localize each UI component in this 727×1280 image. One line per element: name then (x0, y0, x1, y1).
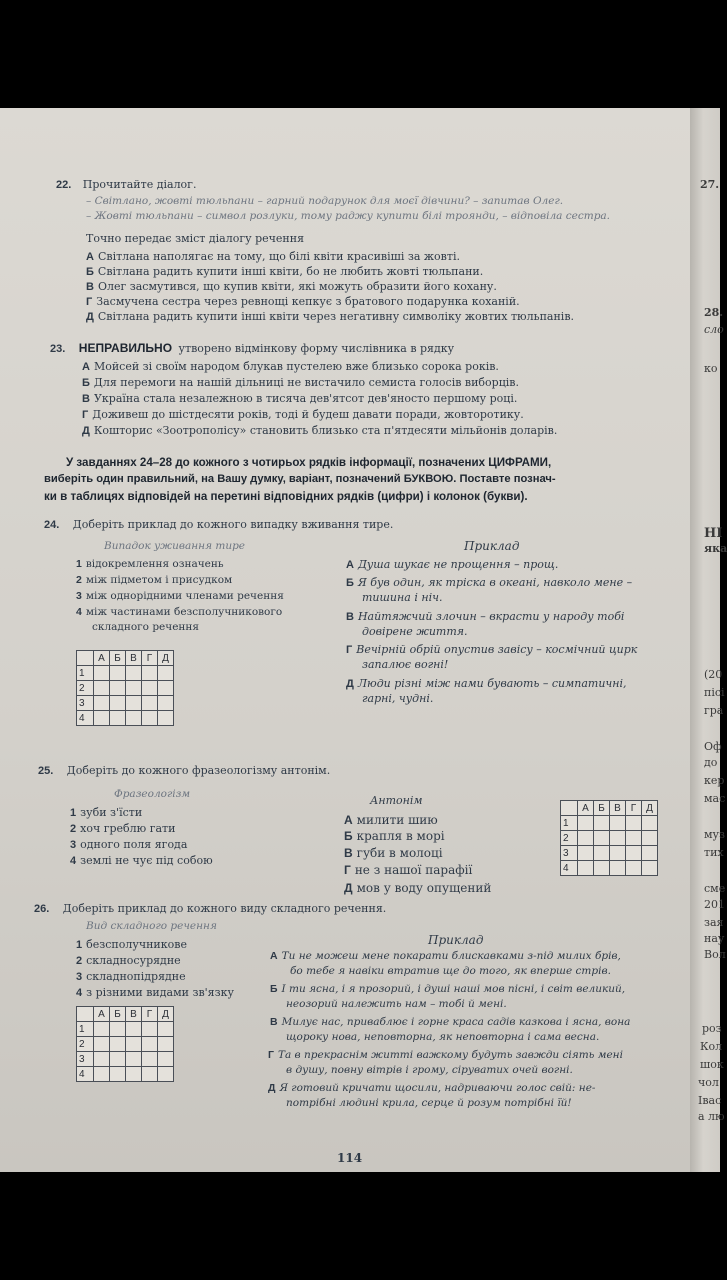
answer-cell[interactable] (110, 696, 126, 711)
item-text: зуби з'їсти (80, 806, 143, 819)
answer-cell[interactable] (110, 1022, 126, 1037)
option-letter: Г (82, 409, 89, 421)
item-text: між підметом і присудком (85, 574, 233, 586)
option-letter: Б (346, 577, 354, 589)
answer-cell[interactable] (642, 861, 658, 876)
question-prompt: Доберіть до кожного фразеологізму антонім. (66, 764, 331, 777)
table-row-header: 2 (77, 1037, 94, 1052)
option-text: Найтяжчий злочин – вкрасти у народу тобі (357, 610, 625, 623)
item-number: 2 (76, 574, 82, 586)
option-letter: Б (86, 266, 94, 278)
item-number: 3 (76, 971, 83, 983)
table-col-header: Г (142, 651, 158, 666)
option-continuation: запалює вогні! (362, 658, 449, 671)
edge-fragment: мас (704, 792, 726, 805)
list-item (70, 822, 175, 836)
answer-cell[interactable] (578, 861, 594, 876)
question-25-heading (38, 764, 330, 778)
option-text: крапля в морі (356, 829, 445, 843)
dialog-line: – Світлано, жовті тюльпани – гарний подарунок для моєї дівчини? – запитав Олег. (86, 195, 564, 207)
option-text: Світлана наполягає на тому, що білі квіти красивіші за жовті. (97, 250, 460, 263)
question-number: 22. (56, 179, 72, 191)
option-continuation: щороку нова, неповторна, як неповторна і сама весна. (286, 1031, 600, 1043)
answer-cell[interactable] (610, 816, 626, 831)
option-letter: А (82, 361, 90, 373)
answer-option (86, 280, 497, 294)
list-item (76, 558, 224, 571)
item-number: 4 (70, 855, 77, 867)
answer-cell[interactable] (642, 816, 658, 831)
answer-cell[interactable] (126, 666, 142, 681)
option-letter: Д (268, 1082, 276, 1094)
question-prompt: Прочитайте діалог. (82, 178, 197, 191)
answer-cell[interactable] (610, 846, 626, 861)
question-number: 23. (50, 343, 66, 355)
answer-table-25 (560, 800, 658, 876)
table-col-header: В (126, 1007, 142, 1022)
antonym-option (344, 847, 443, 860)
answer-cell[interactable] (94, 1037, 110, 1052)
option-letter: В (82, 393, 90, 405)
option-letter: В (270, 1016, 278, 1028)
emphasis-word: НЕПРАВИЛЬНО (78, 341, 173, 355)
answer-cell[interactable] (142, 1037, 158, 1052)
edge-fragment: шок (700, 1058, 724, 1071)
table-row-header: 4 (77, 711, 94, 726)
answer-cell[interactable] (142, 666, 158, 681)
option-letter: В (86, 281, 94, 293)
option-text: Доживеш до шістдесяти років, тоді й будеш давати поради, жовторотику. (92, 408, 524, 421)
question-26-heading (34, 902, 386, 916)
item-text: одного поля ягода (80, 838, 188, 851)
table-col-header: Д (158, 1007, 174, 1022)
answer-option (86, 250, 460, 264)
answer-cell[interactable] (158, 711, 174, 726)
question-prompt: утворено відмінкову форму числівника в рядку (178, 342, 455, 355)
column-header: Приклад (464, 539, 520, 553)
item-number: 1 (76, 939, 83, 951)
table-row-header: 3 (77, 696, 94, 711)
list-item (76, 986, 234, 1000)
table-col-header: Д (642, 801, 658, 816)
answer-cell[interactable] (110, 1052, 126, 1067)
option-letter: В (344, 846, 353, 860)
answer-table-26 (76, 1006, 174, 1082)
item-number: 3 (70, 839, 77, 851)
answer-cell[interactable] (94, 696, 110, 711)
table-row-header: 3 (77, 1052, 94, 1067)
option-letter: Д (346, 678, 354, 690)
option-letter: Г (86, 296, 93, 308)
option-text: Світлана радить купити інші квіти через негативну символіку жовтих тюльпанів. (97, 310, 575, 323)
list-item (76, 590, 284, 603)
question-24-heading (44, 518, 393, 532)
option-continuation: бо тебе я навіки втратив ще до того, як вперше стрів. (290, 965, 611, 977)
list-item (76, 938, 187, 952)
option-text: Ти не можеш мене покарати блискавками з-під милих брів, (281, 950, 621, 962)
item-number: 2 (76, 955, 83, 967)
edge-fragment: 28. (704, 306, 724, 319)
answer-cell[interactable] (158, 666, 174, 681)
option-text: Я готовий кричати щосили, надриваючи голос свій: не- (279, 1082, 596, 1094)
option-text: Для перемоги на нашій дільниці не вистачило семиста голосів виборців. (93, 376, 519, 389)
edge-fragment: до (704, 756, 718, 769)
answer-cell[interactable] (126, 711, 142, 726)
answer-cell[interactable] (142, 1052, 158, 1067)
option-text: Та в прекраснім житті важкому будуть завжди сіять мені (277, 1049, 623, 1061)
answer-cell[interactable] (94, 666, 110, 681)
answer-cell[interactable] (594, 846, 610, 861)
option-letter: Г (344, 863, 351, 877)
bottom-black-bar (0, 1172, 720, 1280)
option-text: Вечірній обрій опустив завісу – космічний цирк (356, 643, 638, 656)
table-col-header: А (94, 651, 110, 666)
edge-fragment: пісі (704, 686, 725, 699)
question-prompt: Доберіть приклад до кожного випадку вживання тире. (72, 518, 394, 531)
table-col-header: А (578, 801, 594, 816)
edge-fragment: чол (698, 1076, 719, 1089)
answer-option (82, 392, 517, 406)
answer-cell[interactable] (158, 1022, 174, 1037)
example-option (270, 983, 625, 996)
edge-fragment: Оф (704, 740, 722, 753)
table-col-header: Г (142, 1007, 158, 1022)
option-text: Світлана радить купити інші квіти, бо не любить жовті тюльпани. (97, 265, 484, 278)
option-letter: Б (270, 983, 278, 995)
question-prompt: Доберіть приклад до кожного виду складного речення. (62, 902, 387, 915)
option-letter: А (344, 813, 353, 827)
edge-fragment: (20 (704, 668, 723, 681)
table-col-header: В (126, 651, 142, 666)
option-letter: В (346, 611, 354, 623)
question-instruction: Точно передає зміст діалогу речення (86, 232, 305, 245)
item-number: 2 (70, 823, 77, 835)
answer-cell[interactable] (126, 1052, 142, 1067)
edge-fragment: 201 (704, 898, 725, 911)
example-option (346, 576, 632, 590)
item-number: 4 (76, 606, 82, 618)
item-text: складнопідрядне (86, 970, 186, 983)
option-text: не з нашої парафії (354, 863, 473, 877)
option-letter: А (86, 251, 94, 263)
answer-cell[interactable] (142, 1067, 158, 1082)
option-continuation: гарні, чудні. (362, 692, 434, 705)
option-text: губи в молоці (356, 846, 443, 860)
item-text: з різними видами зв'язку (86, 986, 234, 999)
table-row-header: 1 (77, 1022, 94, 1037)
answer-cell[interactable] (610, 831, 626, 846)
right-page-edge (690, 108, 727, 1172)
option-text: Милує нас, приваблює і горне краса садів казкова і ясна, вона (281, 1016, 631, 1028)
answer-cell[interactable] (94, 681, 110, 696)
answer-option (86, 295, 520, 309)
table-col-header: Б (594, 801, 610, 816)
option-text: Кошторис «Зоотрополісу» становить близько ста п'ятдесяти мільйонів доларів. (93, 424, 558, 437)
antonym-option (344, 830, 445, 843)
answer-cell[interactable] (94, 1052, 110, 1067)
answer-cell[interactable] (158, 1037, 174, 1052)
option-continuation: потрібні людині крила, серце й розум потрібні їй! (286, 1097, 572, 1109)
option-letter: А (270, 950, 278, 962)
option-text: Мойсей зі своїм народом блукав пустелею вже близько сорока років. (93, 360, 499, 373)
answer-option (86, 265, 483, 279)
table-col-header: Б (110, 1007, 126, 1022)
edge-fragment: нау (704, 932, 725, 945)
answer-cell[interactable] (594, 816, 610, 831)
item-text: між частинами безсполучникового (85, 606, 283, 618)
table-col-header: Б (110, 651, 126, 666)
answer-cell[interactable] (110, 1037, 126, 1052)
item-number: 1 (70, 807, 77, 819)
answer-cell[interactable] (142, 696, 158, 711)
option-text: Засмучена сестра через ревнощі кепкує з братового подарунка коханій. (96, 295, 520, 308)
option-letter: Г (268, 1049, 274, 1061)
option-letter: А (346, 559, 354, 571)
item-text: землі не чує під собою (80, 854, 213, 867)
answer-cell[interactable] (94, 1022, 110, 1037)
list-item (70, 806, 142, 820)
option-text: милити шию (356, 813, 438, 827)
question-number: 26. (34, 903, 50, 915)
edge-fragment: яка (704, 542, 727, 555)
example-option (346, 643, 637, 657)
table-row-header: 4 (561, 861, 578, 876)
answer-option (82, 376, 519, 390)
answer-cell[interactable] (626, 846, 642, 861)
table-row-header: 1 (77, 666, 94, 681)
example-option (346, 558, 558, 572)
list-item (76, 970, 186, 984)
column-header: Фразеологізм (114, 788, 191, 800)
column-header: Антонім (370, 794, 423, 807)
example-option (270, 950, 621, 963)
column-header: Випадок уживання тире (104, 540, 246, 552)
dialog-line: – Жовті тюльпани – символ розлуки, тому раджу купити білі троянди, – відповіла сестра. (86, 210, 611, 222)
item-text: складносурядне (86, 954, 181, 967)
item-text: хоч греблю гати (80, 822, 176, 835)
edge-fragment: а лю (698, 1110, 725, 1123)
list-item (76, 954, 181, 968)
table-row-header: 2 (561, 831, 578, 846)
top-black-bar (0, 0, 720, 108)
question-number: 25. (38, 765, 54, 777)
example-option (346, 677, 627, 691)
option-text: мов у воду опущений (356, 881, 492, 895)
option-text: Олег засмутився, що купив квіти, які можуть образити його кохану. (97, 280, 497, 293)
table-col-header: В (610, 801, 626, 816)
table-col-header: Д (158, 651, 174, 666)
option-text: Люди різні між нами бувають – симпатичні, (357, 677, 627, 690)
table-col-header: А (94, 1007, 110, 1022)
edge-fragment: сло (704, 323, 724, 336)
instruction-line: виберіть один правильний, на Вашу думку, варіант, позначений БУКВОЮ. Поставте познач- (44, 473, 556, 485)
answer-cell[interactable] (126, 1067, 142, 1082)
option-letter: Г (346, 644, 353, 656)
list-item (76, 574, 232, 587)
answer-cell[interactable] (110, 711, 126, 726)
option-letter: Д (82, 425, 90, 437)
edge-fragment: муз (704, 828, 726, 841)
question-number: 24. (44, 519, 60, 531)
example-option (268, 1082, 595, 1095)
answer-cell[interactable] (642, 831, 658, 846)
answer-cell[interactable] (626, 831, 642, 846)
instruction-line: ки в таблицях відповідей на перетині відповідних рядків (цифри) і колонок (букви). (44, 490, 528, 503)
item-text: відокремлення означень (85, 558, 224, 570)
option-continuation: довірене життя. (362, 625, 468, 638)
answer-table-24 (76, 650, 174, 726)
option-letter: Б (344, 829, 353, 843)
column-header: Приклад (428, 933, 484, 947)
answer-cell[interactable] (158, 1052, 174, 1067)
edge-fragment: 27. (700, 178, 720, 191)
answer-cell[interactable] (626, 861, 642, 876)
option-text: Я був один, як тріска в океані, навколо мене – (357, 576, 633, 589)
instruction-line: У завданнях 24–28 до кожного з чотирьох рядків інформації, позначених ЦИФРАМИ, (66, 456, 552, 469)
antonym-option (344, 864, 472, 877)
option-continuation: тишина і ніч. (362, 591, 443, 604)
table-row-header: 4 (77, 1067, 94, 1082)
edge-fragment: тих (704, 846, 724, 859)
page-number: 114 (337, 1151, 363, 1165)
antonym-option (344, 814, 438, 827)
option-letter: Б (82, 377, 90, 389)
answer-cell[interactable] (578, 831, 594, 846)
option-continuation: в душу, повну вітрів і грому, сіруватих очей вогні. (286, 1064, 573, 1076)
item-text: безсполучникове (86, 938, 187, 951)
answer-cell[interactable] (158, 696, 174, 711)
answer-cell[interactable] (594, 861, 610, 876)
answer-cell[interactable] (610, 861, 626, 876)
item-number: 3 (76, 590, 82, 602)
answer-cell[interactable] (126, 681, 142, 696)
edge-fragment: гра (704, 704, 724, 717)
option-continuation: неозорий належить нам – тобі й мені. (286, 998, 507, 1010)
edge-fragment: Кол (700, 1040, 723, 1053)
answer-cell[interactable] (626, 816, 642, 831)
table-row-header: 1 (561, 816, 578, 831)
option-letter: Д (344, 881, 353, 895)
answer-option (82, 360, 499, 374)
answer-cell[interactable] (594, 831, 610, 846)
answer-cell[interactable] (142, 1022, 158, 1037)
textbook-page (0, 108, 727, 1172)
answer-option (82, 424, 557, 438)
item-number: 1 (76, 558, 82, 570)
edge-fragment: кер (704, 774, 725, 787)
edge-fragment: зая (704, 916, 724, 929)
option-text: І ти ясна, і я прозорий, і душі наші мов пісні, і світ великий, (281, 983, 626, 995)
answer-cell[interactable] (578, 816, 594, 831)
column-header: Вид складного речення (86, 920, 217, 932)
answer-cell[interactable] (126, 1022, 142, 1037)
list-item-continuation: складного речення (92, 621, 200, 633)
answer-cell[interactable] (110, 681, 126, 696)
table-row-header: 3 (561, 846, 578, 861)
answer-cell[interactable] (110, 1067, 126, 1082)
example-option (270, 1016, 630, 1029)
item-text: між однорідними членами речення (85, 590, 284, 602)
answer-cell[interactable] (578, 846, 594, 861)
answer-cell[interactable] (158, 1067, 174, 1082)
answer-cell[interactable] (126, 696, 142, 711)
example-option (346, 610, 624, 624)
answer-cell[interactable] (94, 1067, 110, 1082)
table-col-header: Г (626, 801, 642, 816)
answer-cell[interactable] (142, 681, 158, 696)
answer-cell[interactable] (110, 666, 126, 681)
answer-cell[interactable] (94, 711, 110, 726)
answer-cell[interactable] (126, 1037, 142, 1052)
answer-option (86, 310, 574, 324)
answer-cell[interactable] (642, 846, 658, 861)
list-item (76, 606, 282, 619)
edge-fragment: Вол (704, 948, 726, 961)
option-text: Душа шукає не прощення – прощ. (357, 558, 559, 571)
answer-option (82, 408, 524, 422)
question-22-heading (56, 178, 196, 192)
example-option (268, 1049, 623, 1062)
edge-fragment: сме (704, 882, 726, 895)
question-23-heading (50, 342, 454, 356)
edge-fragment: роз (702, 1022, 722, 1035)
edge-fragment: Івас (698, 1094, 722, 1107)
edge-fragment: ко (704, 362, 718, 375)
table-row-header: 2 (77, 681, 94, 696)
option-text: Україна стала незалежною в тисяча дев'ятсот дев'яносто першому році. (93, 392, 518, 405)
item-number: 4 (76, 987, 83, 999)
edge-fragment: НІ (704, 526, 723, 541)
option-letter: Д (86, 311, 94, 323)
list-item (70, 838, 187, 852)
antonym-option (344, 882, 491, 895)
left-page-content (0, 108, 690, 1172)
answer-cell[interactable] (158, 681, 174, 696)
list-item (70, 854, 213, 868)
answer-cell[interactable] (142, 711, 158, 726)
